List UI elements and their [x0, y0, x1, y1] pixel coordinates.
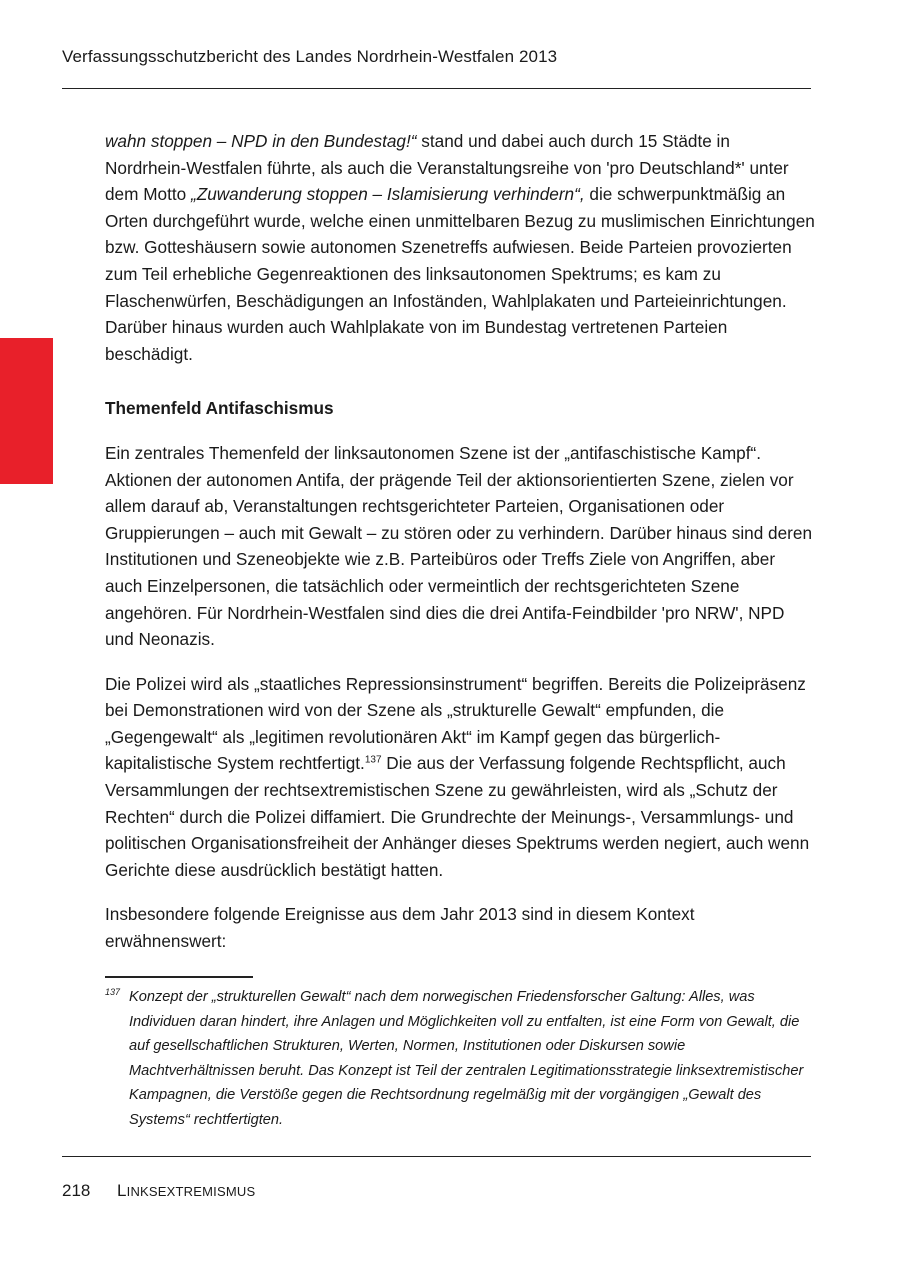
footnote-text: Konzept der „strukturellen Gewalt“ nach dem norwegischen Friedensforscher Galtung: Alles, was Individuen daran hindert, ihre Anlagen und Möglichkeiten voll zu entfalten, ist eine Form von Gewalt, die auf gesellschaftlichen Strukturen, Werten, Normen, Institutionen oder Diskursen sowie Machtverhältnissen beruht. Das Konzept ist Teil der zentralen Legitimationsstrategie linksextremistischer Kampagnen, die Verstöße gegen die Rechtsordnung regelmäßig mit der vorgängigen „Gewalt des Systems“ rechtfertigten.	[129, 989, 804, 1128]
header-rule	[62, 88, 811, 89]
footnote-reference[interactable]: 137	[364, 754, 382, 766]
lead-text-1: stand und dabei auch durch 15 Städte in Nordrhein-Westfalen führte, als auch die Veranstaltungsreihe von 'pro Deutschland*' unter dem Motto	[105, 131, 789, 205]
main-content	[105, 128, 815, 955]
footer-section-name	[117, 1181, 255, 1201]
footer-rule	[62, 1156, 811, 1157]
section-rest: INKSEXTREMISMUS	[126, 1184, 256, 1199]
paragraph-events-intro: Insbesondere folgende Ereignisse aus dem Jahr 2013 sind in diesem Kontext erwähnenswert:	[105, 904, 695, 952]
footnote-rule	[105, 976, 253, 978]
chapter-tab-marker	[0, 338, 53, 484]
paragraph-antifa: Ein zentrales Themenfeld der linksautonomen Szene ist der „antifaschistische Kampf“. Aktionen der autonomen Antifa, der prägende Teil der aktionsorientierten Szene, zielen vor allem darauf ab, Veranstaltungen rechtsgerichteter Parteien, Organisationen oder Gruppierungen – auch mit Gewalt – zu stören oder zu verhindern. Darüber hinaus sind deren Institutionen und Szeneobjekte wie z.B. Parteibüros oder Treffs Ziele von Angriffen, aber auch Einzelpersonen, die tatsächlich oder vermeintlich der rechtsgerichteten Szene angehören. Für Nordrhein-Westfalen sind dies die drei Antifa-Feindbilder 'pro NRW', NPD und Neonazis.	[105, 442, 813, 650]
page-number: 218	[62, 1181, 91, 1200]
footnote-number: 137	[105, 987, 121, 997]
police-text-2: Die aus der Verfassung folgende Rechtspflicht, auch Versammlungen der rechtsextremistischen Szene zu gewährleisten, wird als „Schutz der Rechten“ durch die Polizei diffamiert. Die Grundrechte der Meinungs-, Versammlungs- und politischen Organisationsfreiheit der Anhänger dieses Spektrums werden negiert, auch wenn Gerichte diese ausdrücklich bestätigt hatten.	[105, 753, 810, 880]
lead-italic-1: wahn stoppen – NPD in den Bundestag!“	[105, 131, 417, 151]
running-header: Verfassungsschutzbericht des Landes Nordrhein-Westfalen 2013	[62, 47, 558, 66]
paragraph-police	[105, 671, 815, 884]
lead-text-2: die schwerpunktmäßig an Orten durchgeführt wurde, welche einen unmittelbaren Bezug zu muslimischen Einrichtungen bzw. Gotteshäusern sowie autonomen Szenetreffs aufwiesen. Beide Parteien provozierten zum Teil erhebliche Gegenreaktionen des linksautonomen Spektrums; es kam zu Flaschenwürfen, Beschädigungen an Infoständen, Wahlplakaten und Parteieinrichtungen. Darüber hinaus wurden auch Wahlplakate von im Bundestag vertretenen Parteien beschädigt.	[105, 184, 815, 364]
lead-paragraph	[105, 128, 815, 367]
section-initial: L	[117, 1181, 127, 1200]
footnote	[105, 985, 813, 1132]
lead-italic-2: „Zuwanderung stoppen – Islamisierung verhindern“,	[190, 184, 585, 205]
section-heading: Themenfeld Antifaschismus	[105, 398, 334, 419]
police-text-1: Die Polizei wird als „staatliches Repressionsinstrument“ begriffen. Bereits die Polizeipräsenz bei Demonstrationen wird von der Szene als „strukturelle Gewalt“ empfunden, die „Gegengewalt“ als „legitimen revolutionären Akt“ im Kampf gegen das bürgerlich-kapitalistische System rechtfertigt.	[105, 673, 806, 774]
